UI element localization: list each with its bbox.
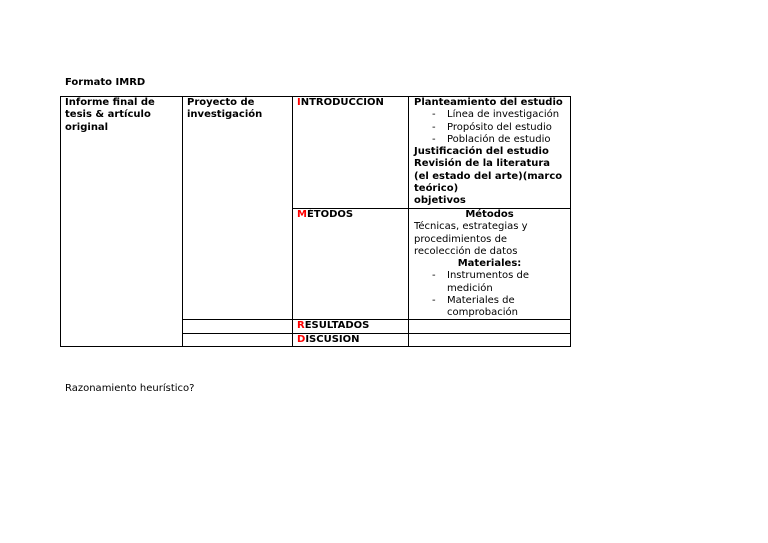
list-item-text: Propósito del estudio	[447, 121, 552, 133]
introduccion-content	[414, 97, 565, 207]
heuristic-reasoning-note: Razonamiento heurístico?	[65, 383, 195, 394]
empty-cell	[409, 333, 571, 346]
introduccion-content-cell	[409, 97, 571, 209]
methods-description: Técnicas, estrategias y procedimientos de recolección de datos	[414, 221, 528, 257]
empty-cell	[183, 320, 293, 333]
list-marker: -	[432, 121, 436, 133]
list-item	[414, 295, 565, 320]
section-initial-d: D	[297, 333, 306, 345]
metodos-content-cell	[409, 209, 571, 320]
list-item	[414, 134, 565, 146]
objectives-heading: objetivos	[414, 195, 466, 206]
list-item	[414, 270, 565, 295]
list-marker: -	[432, 109, 436, 121]
list-item-text: Instrumentos de medición	[447, 270, 530, 294]
final-report-label: Informe final de tesis & artículo original	[65, 97, 155, 133]
problem-statement-heading: Planteamiento del estudio	[414, 97, 563, 108]
literature-review-heading: Revisión de la literatura (el estado del arte)(marco teórico)	[414, 158, 563, 194]
list-marker: -	[432, 270, 436, 282]
final-report-cell	[61, 97, 183, 347]
section-initial-m: M	[297, 209, 307, 220]
section-label-resultados: ESULTADOS	[304, 320, 370, 332]
section-cell-introduccion	[293, 97, 409, 209]
list-item	[414, 122, 565, 134]
section-label-metodos: ÉTODOS	[306, 209, 354, 220]
research-project-label: Proyecto de investigación	[187, 97, 263, 121]
list-item-text: Materiales de comprobación	[447, 294, 518, 318]
research-project-cell	[183, 97, 293, 320]
empty-cell	[183, 333, 293, 346]
list-item	[414, 109, 565, 121]
empty-cell	[409, 320, 571, 333]
metodos-content	[414, 209, 565, 319]
section-initial-i: I	[297, 97, 301, 108]
justification-heading: Justificación del estudio	[414, 146, 549, 157]
table-row-introduccion	[61, 97, 571, 209]
section-cell-resultados	[293, 320, 409, 333]
section-label-introduccion: NTRODUCCIÓN	[300, 97, 384, 108]
materials-heading: Materiales:	[457, 258, 522, 269]
section-label-discusion: ISCUSIÓN	[305, 333, 360, 345]
section-initial-r: R	[297, 320, 305, 332]
section-cell-discusion	[293, 333, 409, 346]
list-marker: -	[432, 133, 436, 145]
list-item-text: Población de estudio	[447, 133, 551, 145]
list-marker: -	[432, 294, 436, 306]
methods-heading: Métodos	[465, 209, 514, 220]
imrd-table	[60, 96, 571, 347]
list-item-text: Línea de investigación	[447, 109, 560, 121]
document-title: Formato IMRD	[65, 77, 146, 88]
section-cell-metodos	[293, 209, 409, 320]
